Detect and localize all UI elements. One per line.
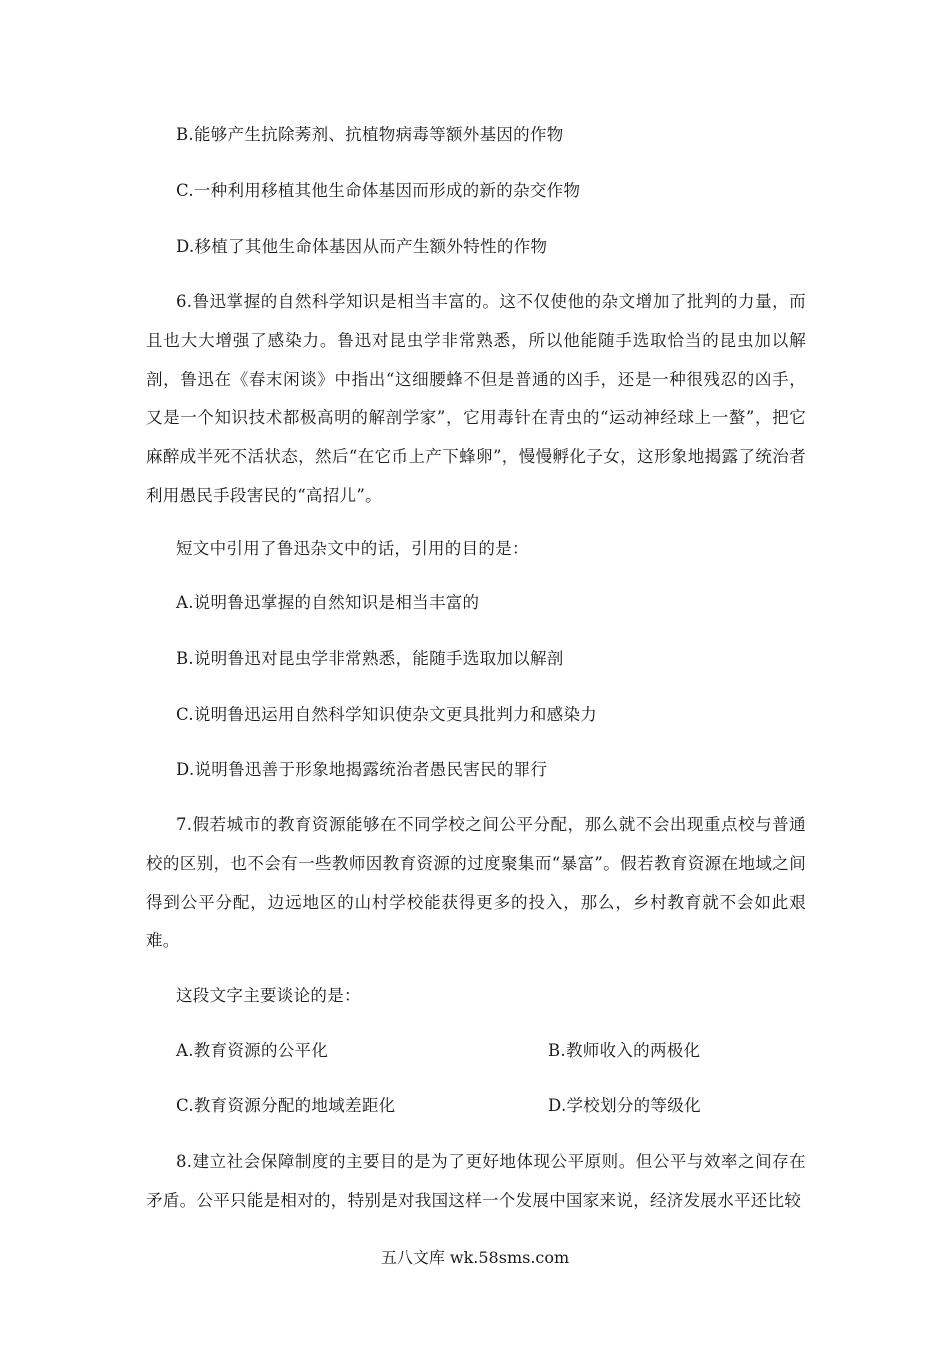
q7-option-d: D.学校划分的等级化 [548,1096,701,1115]
q6-option-a: A.说明鲁迅掌握的自然知识是相当丰富的 [176,593,480,612]
q7-stem: 7.假若城市的教育资源能够在不同学校之间公平分配，那么就不会出现重点校与普通校的区别，也不会有一些教师因教育资源的过度聚集而“暴富”。假若教育资源在地域之间得到公平分配，边远地区的山村学校能获得更多的投入，那么，乡村教育就不会如此艰难。 [146,815,806,951]
q5-option-b: B.能够产生抗除莠剂、抗植物病毒等额外基因的作物 [176,125,564,144]
q5-option-c: C.一种利用移植其他生命体基因而形成的新的杂交作物 [176,181,581,200]
q7-option-c: C.教育资源分配的地域差距化 [176,1096,396,1115]
q7-option-a: A.教育资源的公平化 [176,1041,329,1060]
q6-question: 短文中引用了鲁迅杂文中的话，引用的目的是： [176,539,529,558]
q6-option-d: D.说明鲁迅善于形象地揭露统治者愚民害民的罪行 [176,760,548,779]
q6-option-b: B.说明鲁迅对昆虫学非常熟悉，能随手选取加以解剖 [176,649,564,668]
q7-option-b: B.教师收入的两极化 [548,1041,701,1060]
q8-stem: 8.建立社会保障制度的主要目的是为了更好地体现公平原则。但公平与效率之间存在矛盾。公平只能是相对的，特别是对我国这样一个发展中国家来说，经济发展水平还比较 [146,1152,806,1210]
q7-question: 这段文字主要谈论的是： [176,986,361,1005]
q6-stem: 6.鲁迅掌握的自然科学知识是相当丰富的。这不仅使他的杂文增加了批判的力量，而且也大大增强了感染力。鲁迅对昆虫学非常熟悉，所以他能随手选取恰当的昆虫加以解剖，鲁迅在《春末闲谈》中指出“这细腰蜂不但是普通的凶手，还是一种很残忍的凶手，又是一个知识技术都极高明的解剖学家”，它用毒针在青虫的“运动神经球上一螯”，把它麻醉成半死不活状态，然后“在它币上产下蜂卵”，慢慢孵化子女，这形象地揭露了统治者利用愚民手段害民的“高招儿”。 [146,292,806,505]
q5-option-d: D.移植了其他生命体基因从而产生额外特性的作物 [176,237,548,256]
q6-option-c: C.说明鲁迅运用自然科学知识使杂文更具批判力和感染力 [176,705,598,724]
page-footer: 五八文库 wk.58sms.com [380,1248,570,1267]
